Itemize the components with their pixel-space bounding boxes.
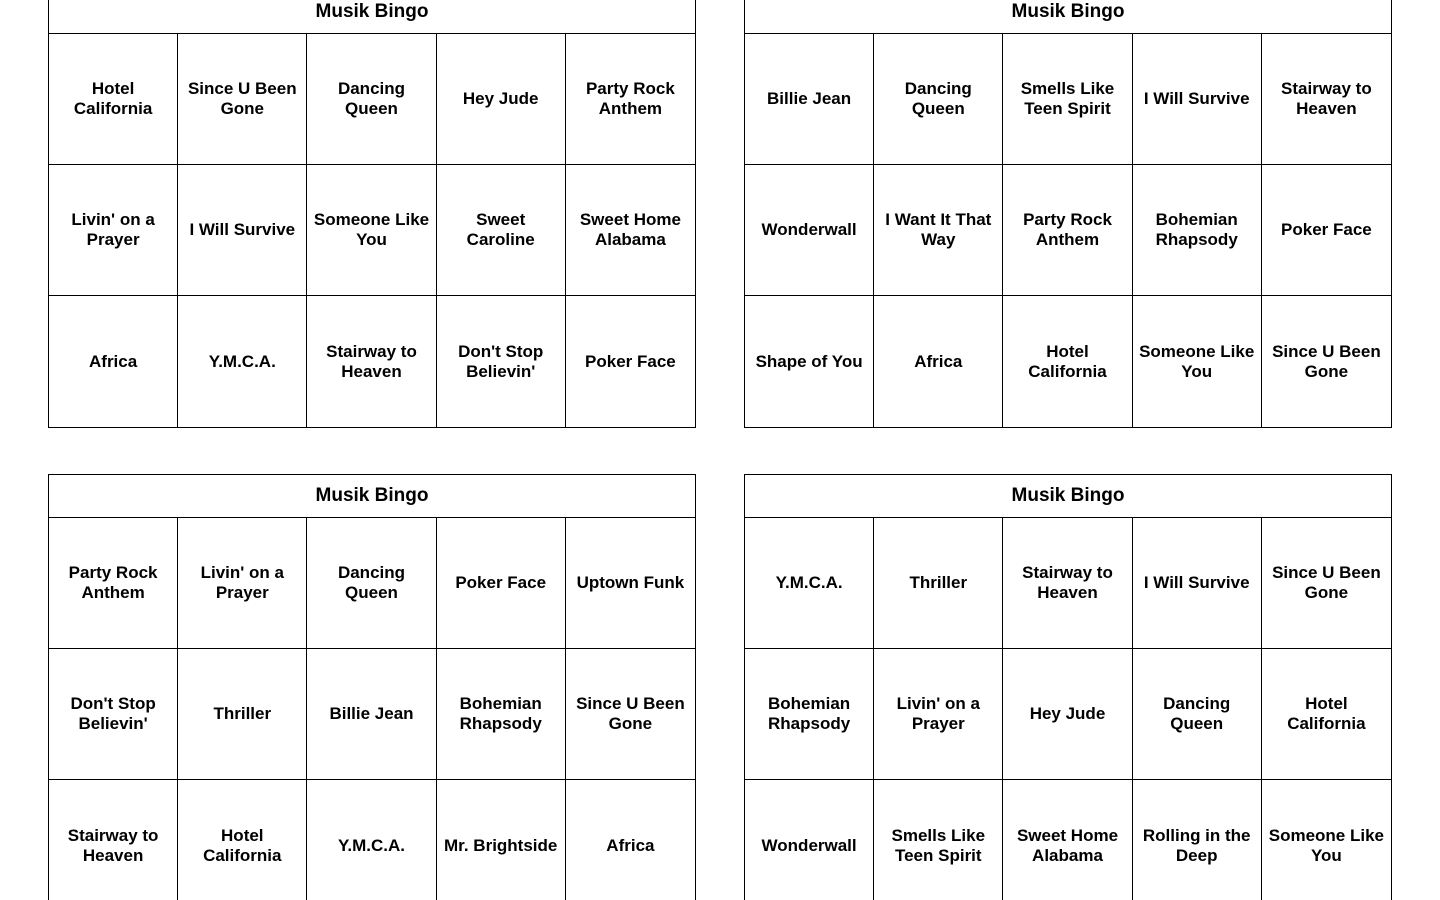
bingo-grid <box>49 34 695 427</box>
bingo-cell: Don't Stop Believin' <box>49 649 178 780</box>
bingo-cell: Hotel California <box>1003 296 1132 427</box>
bingo-cell: Sweet Home Alabama <box>1003 780 1132 900</box>
bingo-cell: Hey Jude <box>437 34 566 165</box>
bingo-cell: Africa <box>49 296 178 427</box>
bingo-cell: Bohemian Rhapsody <box>437 649 566 780</box>
bingo-cell: Since U Been Gone <box>1272 341 1381 381</box>
bingo-cell: Wonderwall <box>745 165 874 296</box>
bingo-cell: Bohemian Rhapsody <box>1133 165 1262 296</box>
bingo-cell: Livin' on a Prayer <box>49 165 178 296</box>
bingo-cell: Mr. Brightside <box>437 780 566 900</box>
bingo-cell: Wonderwall <box>745 780 874 900</box>
bingo-cell: Party Rock Anthem <box>1003 165 1132 296</box>
bingo-cell: Y.M.C.A. <box>745 518 874 649</box>
bingo-cell: Since U Been Gone <box>566 649 695 780</box>
bingo-cell: Poker Face <box>1262 165 1391 296</box>
bingo-cell: Sweet Caroline <box>437 165 566 296</box>
bingo-cell: Party Rock Anthem <box>49 518 178 649</box>
bingo-cell: Hotel California <box>1262 649 1391 780</box>
bingo-card-title: Musik Bingo <box>49 475 695 518</box>
bingo-card-title: Musik Bingo <box>745 0 1391 34</box>
bingo-cell: Stairway to Heaven <box>1003 518 1132 649</box>
bingo-cell: Bohemian Rhapsody <box>745 649 874 780</box>
bingo-card-1 <box>48 0 696 428</box>
bingo-cell: Stairway to Heaven <box>307 296 436 427</box>
bingo-cell: Smells Like Teen Spirit <box>874 780 1003 900</box>
bingo-card-3 <box>48 474 696 900</box>
bingo-cell: Dancing Queen <box>874 34 1003 165</box>
bingo-cell: I Want It That Way <box>874 165 1003 296</box>
bingo-cell: Hotel California <box>178 780 307 900</box>
bingo-cell: Shape of You <box>745 296 874 427</box>
bingo-grid <box>745 518 1391 900</box>
bingo-cell: Party Rock Anthem <box>566 34 695 165</box>
bingo-cell: Dancing Queen <box>307 34 436 165</box>
bingo-card-2 <box>744 0 1392 428</box>
bingo-cell: Hey Jude <box>1003 649 1132 780</box>
bingo-cell: Sweet Home Alabama <box>566 165 695 296</box>
bingo-cell: Dancing Queen <box>1133 649 1262 780</box>
bingo-cell: Thriller <box>874 518 1003 649</box>
bingo-cell: Poker Face <box>437 518 566 649</box>
bingo-card-4 <box>744 474 1392 900</box>
bingo-cell: I Will Survive <box>178 165 307 296</box>
bingo-cell: Africa <box>874 296 1003 427</box>
bingo-cell: Y.M.C.A. <box>307 780 436 900</box>
bingo-cell: Livin' on a Prayer <box>178 518 307 649</box>
bingo-cell: Since U Been Gone <box>178 34 307 165</box>
bingo-card-title: Musik Bingo <box>745 475 1391 518</box>
bingo-cell: Poker Face <box>585 351 676 371</box>
bingo-cell: Dancing Queen <box>307 518 436 649</box>
bingo-cell: Hotel California <box>49 34 178 165</box>
bingo-cell: Y.M.C.A. <box>178 296 307 427</box>
bingo-cell: Someone Like You <box>307 165 436 296</box>
bingo-cell: Don't Stop Believin' <box>437 296 566 427</box>
bingo-cell: Rolling in the Deep <box>1133 780 1262 900</box>
bingo-cell: Thriller <box>178 649 307 780</box>
bingo-cell: Africa <box>606 835 655 855</box>
bingo-cell: Billie Jean <box>745 34 874 165</box>
bingo-card-title: Musik Bingo <box>49 0 695 34</box>
bingo-cell: Since U Been Gone <box>1262 518 1391 649</box>
bingo-cell: Stairway to Heaven <box>1262 34 1391 165</box>
bingo-cell: Billie Jean <box>307 649 436 780</box>
bingo-cell: I Will Survive <box>1133 34 1262 165</box>
bingo-cell: Stairway to Heaven <box>49 780 178 900</box>
bingo-cell: Someone Like You <box>1133 296 1262 427</box>
bingo-cell: Smells Like Teen Spirit <box>1003 34 1132 165</box>
bingo-grid <box>745 34 1391 427</box>
bingo-cell: Someone Like You <box>1268 825 1385 865</box>
bingo-cell: Uptown Funk <box>566 518 695 649</box>
bingo-grid <box>49 518 695 900</box>
bingo-cell: Livin' on a Prayer <box>874 649 1003 780</box>
bingo-cell: I Will Survive <box>1133 518 1262 649</box>
